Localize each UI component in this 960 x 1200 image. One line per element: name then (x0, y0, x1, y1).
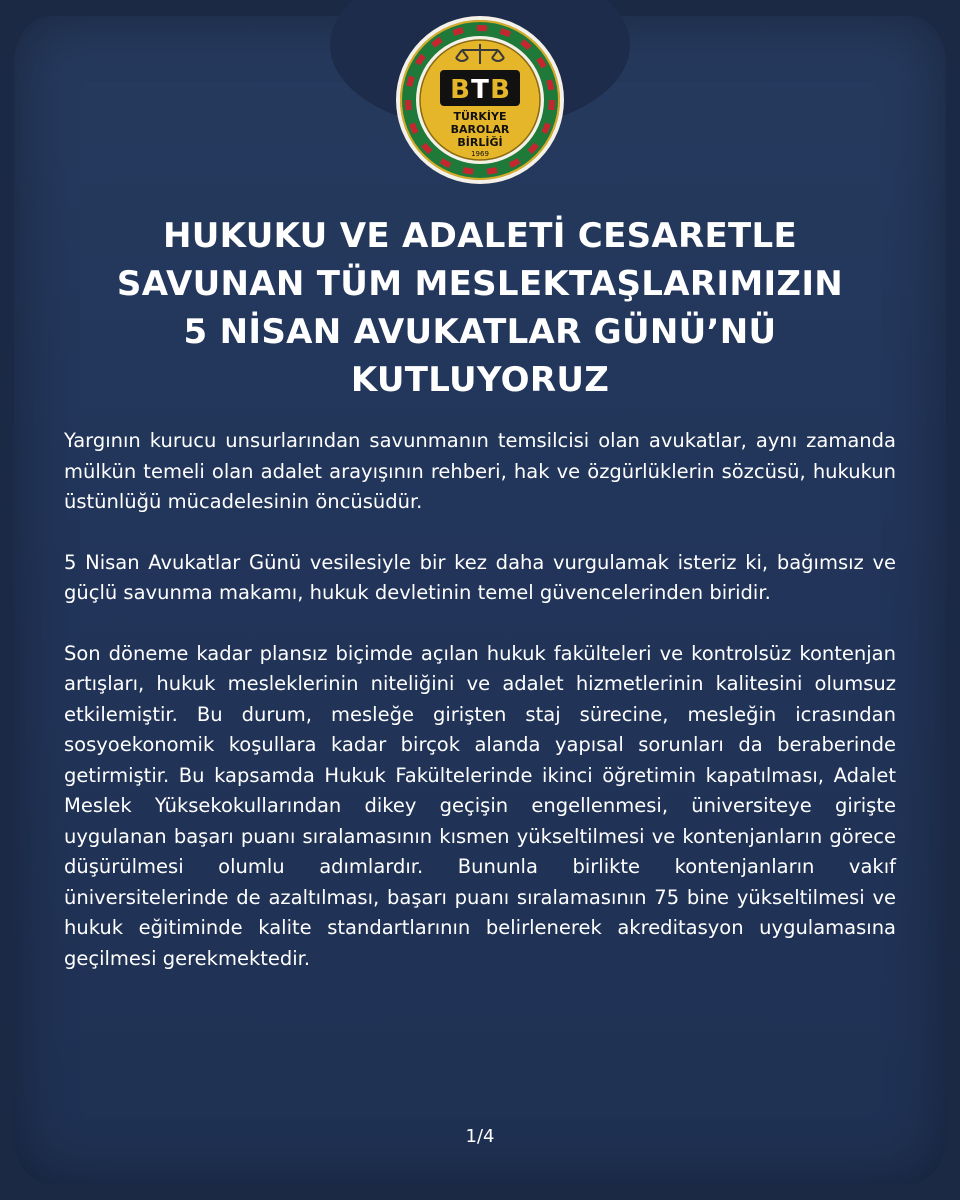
title-line-1: HUKUKU VE ADALETİ CESARETLE (163, 216, 797, 256)
logo-year: 1969 (471, 150, 489, 158)
body-text (64, 426, 896, 1004)
title-line-3: 5 NİSAN AVUKATLAR GÜNÜ’NÜ (183, 312, 777, 352)
svg-text:T: T (471, 75, 489, 105)
logo-line-1: TÜRKİYE (453, 110, 507, 123)
page-title (60, 212, 900, 404)
paragraph-2: 5 Nisan Avukatlar Günü vesilesiyle bir kez daha vurgulamak isteriz ki, bağımsız ve güçlü savunma makamı, hukuk devletinin temel güvencelerinden biridir. (64, 550, 896, 604)
paragraph-3: Son döneme kadar plansız biçimde açılan hukuk fakülteleri ve kontrolsüz kontenjan artışları, hukuk mesleklerinin niteliğini ve adalet hizmetlerinin kalitesini olumsuz etkilemiştir. Bu durum, mesleğe girişten staj sürecine, mesleğin icrasından sosyoekonomik koşullara kadar birçok alanda yapısal sorunları da beraberinde getirmiştir. Bu kapsamda Hukuk Fakültelerinde ikinci öğretimin kapatılması, Adalet Meslek Yüksekokullarından dikey geçişin engellenmesi, üniversiteye girişte uygulanan başarı puanı sıralamasının kısmen yükseltilmesi ve kontenjanların görece düşürülmesi olumlu adımlardır. Bununla birlikte kontenjanların vakıf üniversitelerinde de azaltılması, başarı puanı sıralamasının 75 bine yükseltilmesi ve hukuk eğitiminde kalite standartlarının belirlenerek akreditasyon uygulamasına geçilmesi gerekmektedir. (64, 641, 896, 970)
logo-line-2: BAROLAR (450, 123, 510, 136)
title-line-2: SAVUNAN TÜM MESLEKTAŞLARIMIZIN (116, 264, 844, 304)
tbb-logo-emblem (388, 12, 572, 192)
title-line-4: KUTLUYORUZ (350, 360, 610, 400)
paragraph-1: Yargının kurucu unsurlarından savunmanın temsilcisi olan avukatlar, aynı zamanda mülkün temeli olan adalet arayışının rehberi, hak ve özgürlüklerin sözcüsü, hukukun üstünlüğü mücadelesinin öncüsüdür. (64, 429, 896, 513)
tbb-logo (388, 12, 572, 192)
page-indicator: 1/4 (465, 1126, 495, 1147)
logo-line-3: BİRLİĞİ (457, 136, 503, 149)
monogram-left: B (450, 75, 470, 105)
monogram-right: B (490, 75, 510, 105)
